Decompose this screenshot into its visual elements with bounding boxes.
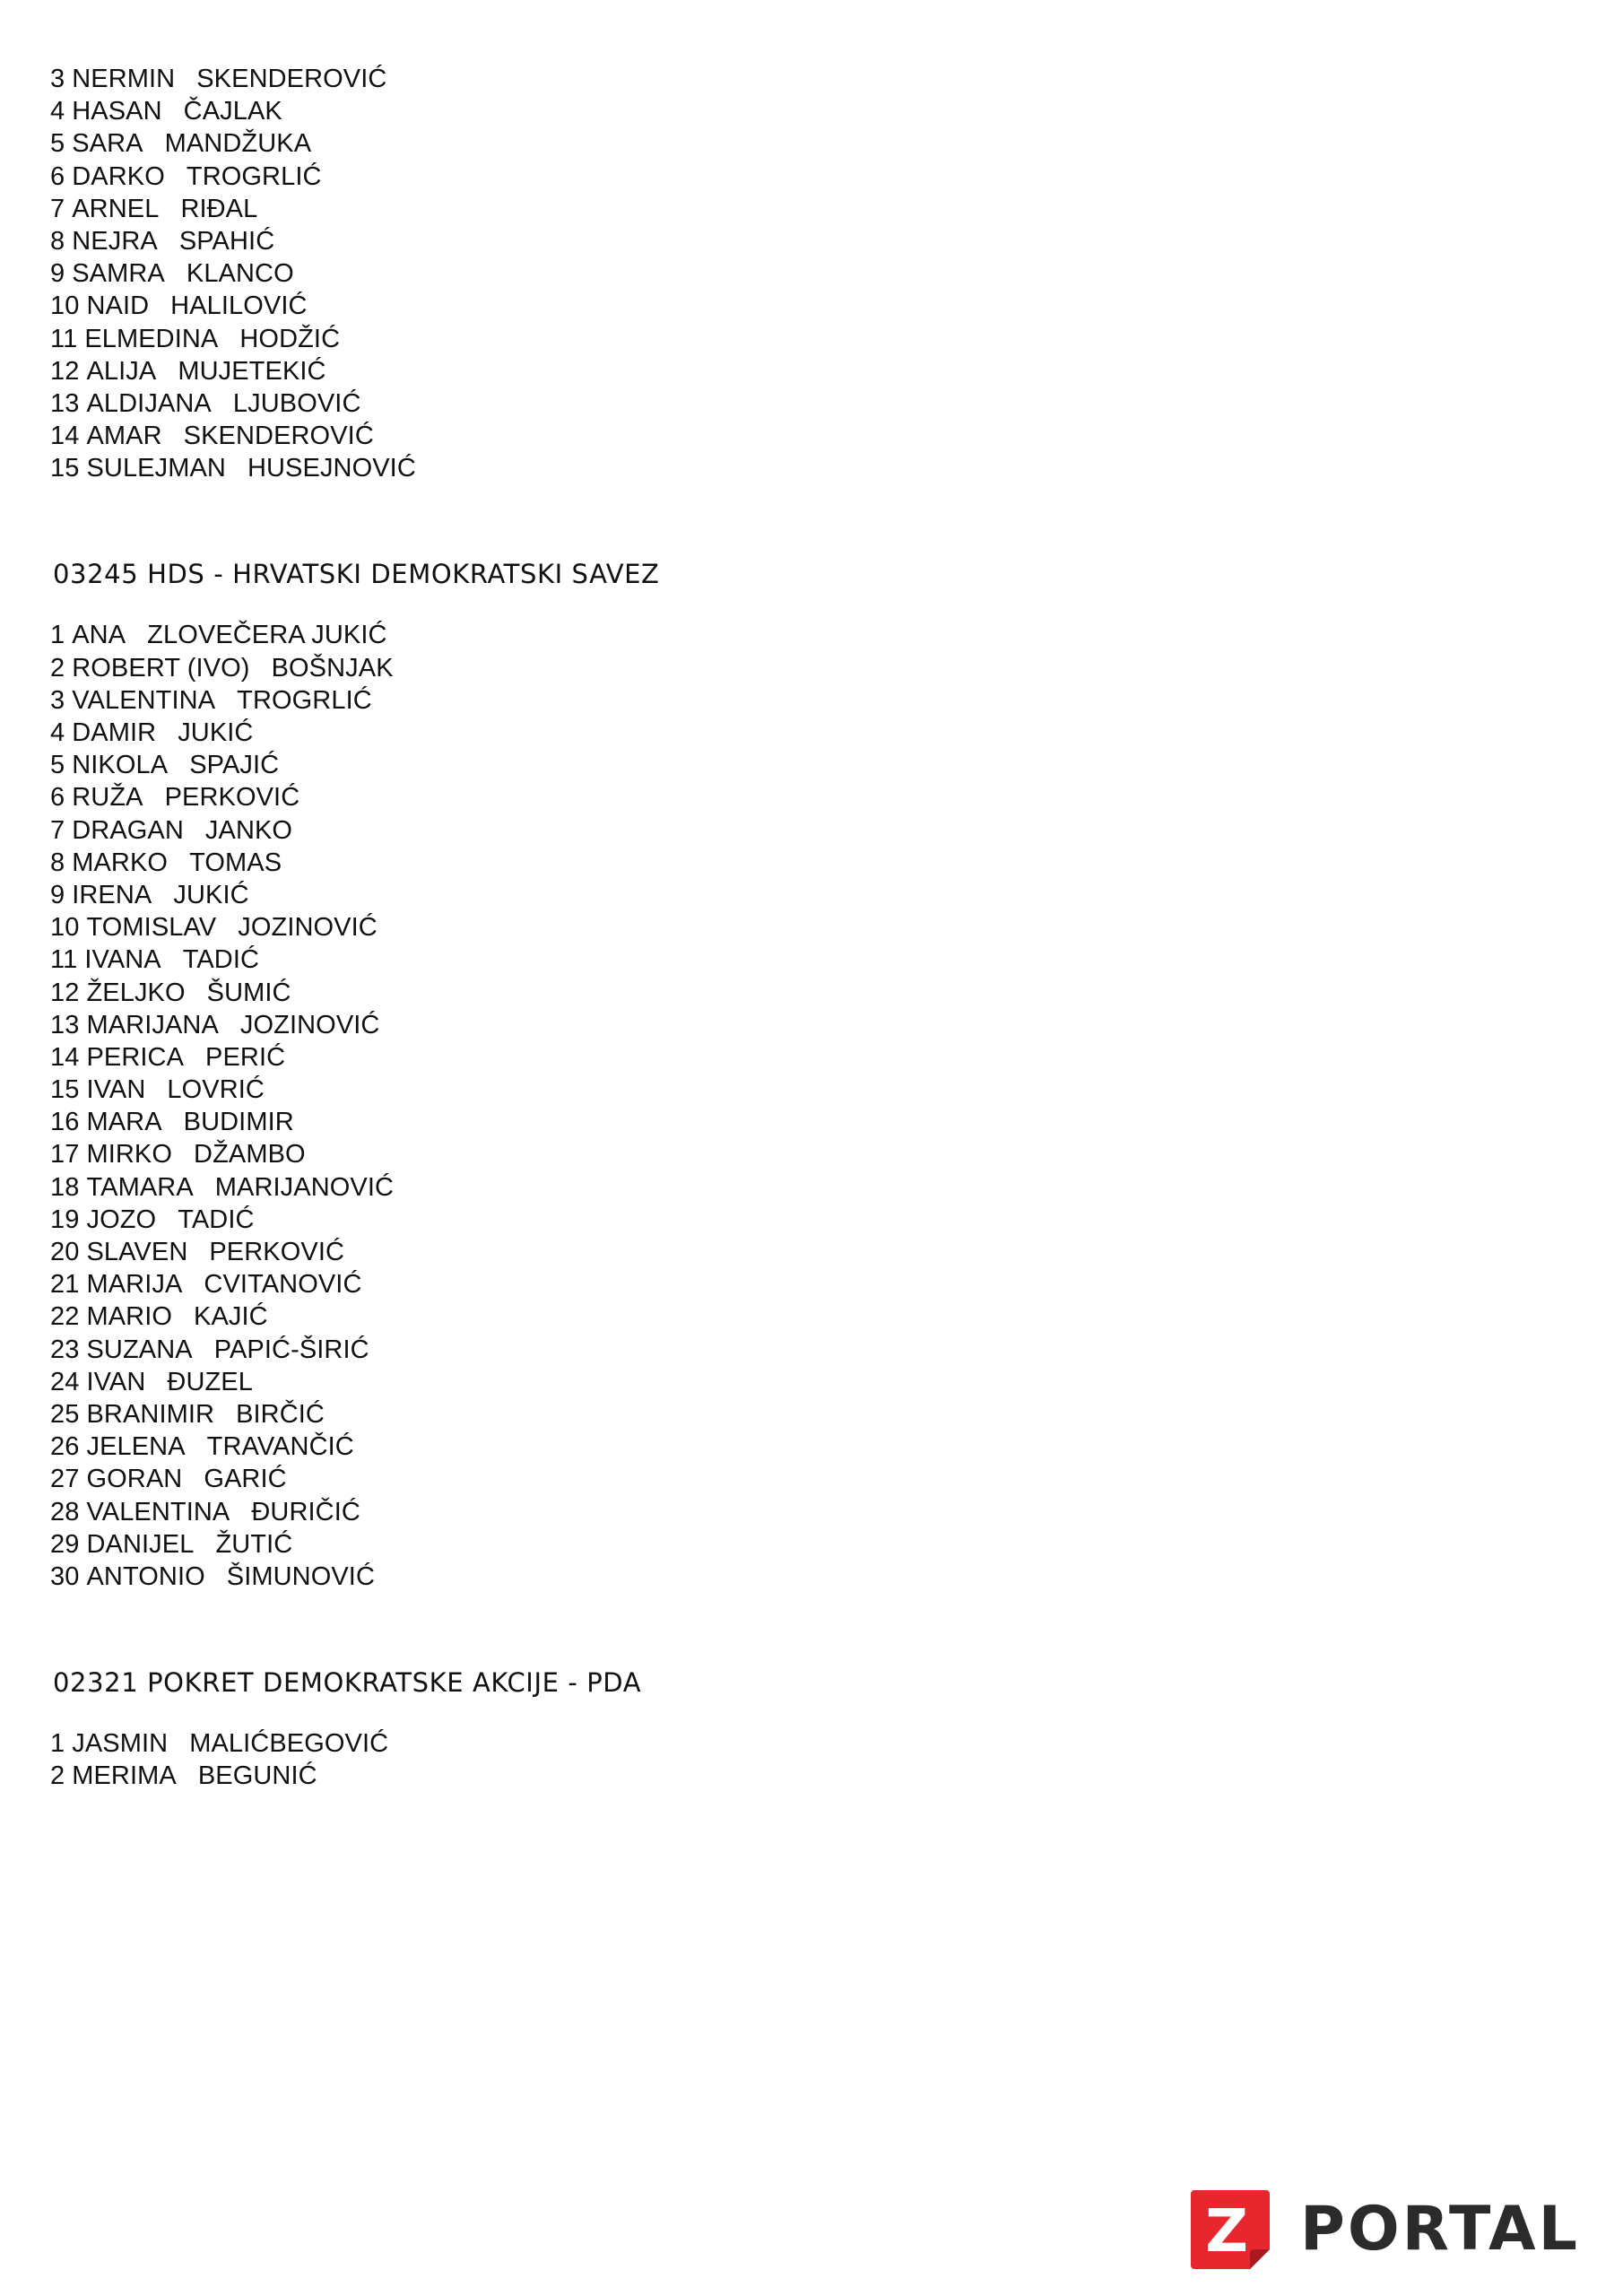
candidate-number: 15 [50, 454, 80, 483]
candidate-row [50, 944, 1575, 976]
candidate-first-name: NIKOLA [72, 751, 169, 780]
candidate-last-name: KLANCO [186, 259, 294, 289]
candidate-first-name: SLAVEN [86, 1238, 188, 1266]
candidate-last-name: ČAJLAK [183, 97, 282, 126]
candidate-last-name: TADIĆ [182, 945, 260, 975]
candidate-row [50, 1463, 1575, 1495]
candidate-row [50, 323, 1575, 355]
candidate-last-name: ŽUTIĆ [215, 1529, 293, 1559]
candidate-last-name: BUDIMIR [183, 1108, 294, 1137]
candidate-number: 14 [50, 422, 80, 451]
candidate-last-name: ŠUMIĆ [206, 978, 291, 1007]
candidate-row [50, 1334, 1575, 1366]
candidate-number: 2 [50, 1761, 65, 1791]
candidate-first-name: MARIJANA [86, 1010, 219, 1039]
candidate-row [50, 127, 1575, 160]
candidate-row [50, 355, 1575, 387]
candidate-first-name: MARA [86, 1108, 162, 1137]
candidate-last-name: ĐURIČIĆ [251, 1497, 360, 1526]
candidate-row [50, 161, 1575, 193]
candidate-last-name: TROGRLIĆ [186, 161, 322, 191]
candidate-row [50, 1300, 1575, 1333]
candidate-row [50, 225, 1575, 257]
candidate-number: 3 [50, 65, 65, 93]
hds-heading: 03245 HDS - HRVATSKI DEMOKRATSKI SAVEZ [53, 559, 660, 590]
candidate-last-name: JOZINOVIĆ [238, 913, 378, 943]
candidate-row [50, 879, 1575, 911]
candidate-last-name: TRAVANČIĆ [206, 1432, 354, 1462]
candidate-row [50, 1171, 1575, 1204]
candidate-last-name: JANKO [204, 815, 293, 845]
candidate-number: 24 [50, 1367, 80, 1396]
candidate-row [50, 1009, 1575, 1041]
candidate-last-name: HALILOVIĆ [170, 291, 308, 321]
candidate-number: 7 [50, 194, 65, 223]
candidate-first-name: AMAR [86, 422, 162, 451]
candidate-last-name: MALIĆBEGOVIĆ [189, 1729, 389, 1759]
candidate-number: 6 [50, 783, 65, 813]
candidate-number: 5 [50, 129, 65, 159]
candidate-first-name: ALIJA [86, 356, 157, 386]
candidate-last-name: MUJETEKIĆ [178, 356, 326, 386]
candidate-last-name: PERIĆ [205, 1042, 286, 1072]
candidate-last-name: MANDŽUKA [164, 129, 312, 159]
candidate-number: 12 [50, 978, 80, 1007]
candidate-last-name: PERKOVIĆ [164, 783, 300, 813]
candidate-row [50, 290, 1575, 322]
candidate-row [50, 1106, 1575, 1138]
candidate-row [50, 684, 1575, 717]
candidate-row [50, 1138, 1575, 1170]
candidate-list-top [50, 63, 1575, 484]
candidate-last-name: DŽAMBO [194, 1140, 306, 1170]
candidate-first-name: DRAGAN [72, 815, 184, 845]
candidate-number: 13 [50, 1010, 80, 1039]
candidate-first-name: TAMARA [86, 1172, 194, 1202]
candidate-number: 12 [50, 356, 80, 386]
candidate-number: 16 [50, 1108, 80, 1137]
candidate-first-name: SAMRA [72, 259, 165, 289]
candidate-number: 11 [50, 324, 78, 353]
candidate-first-name: ŽELJKO [86, 978, 186, 1007]
candidate-first-name: ROBERT (IVO) [72, 653, 250, 683]
candidate-last-name: ZLOVEČERA JUKIĆ [147, 621, 387, 650]
candidate-row [50, 977, 1575, 1009]
candidate-first-name: VALENTINA [86, 1497, 230, 1526]
candidate-number: 4 [50, 718, 65, 747]
candidate-row [50, 781, 1575, 813]
candidate-first-name: IRENA [72, 880, 152, 909]
candidate-last-name: LJUBOVIĆ [232, 388, 361, 418]
candidate-last-name: CVITANOVIĆ [204, 1270, 362, 1300]
candidate-first-name: IVAN [86, 1075, 146, 1105]
section-gap [50, 590, 1575, 619]
candidate-row [50, 911, 1575, 944]
candidate-last-name: ŠIMUNOVIĆ [226, 1561, 376, 1591]
candidate-last-name: ĐUZEL [167, 1367, 253, 1396]
candidate-first-name: MARKO [72, 848, 169, 877]
candidate-last-name: TOMAS [189, 848, 282, 877]
candidate-first-name: PERICA [86, 1042, 185, 1072]
candidate-number: 22 [50, 1302, 80, 1332]
candidate-row [50, 420, 1575, 452]
candidate-number: 3 [50, 685, 65, 715]
candidate-first-name: BRANIMIR [86, 1399, 215, 1429]
candidate-last-name: TADIĆ [178, 1205, 255, 1234]
candidate-row [50, 1041, 1575, 1074]
candidate-number: 17 [50, 1140, 80, 1170]
candidate-row [50, 1204, 1575, 1236]
candidate-first-name: SUZANA [86, 1335, 193, 1364]
pda-heading: 02321 POKRET DEMOKRATSKE AKCIJE - PDA [53, 1667, 642, 1699]
z-portal-logo [1187, 2185, 1581, 2274]
candidate-first-name: IVAN [86, 1367, 146, 1396]
candidate-last-name: BIRČIĆ [236, 1399, 325, 1429]
candidate-number: 29 [50, 1529, 80, 1559]
candidate-row [50, 1431, 1575, 1463]
candidate-last-name: PERKOVIĆ [209, 1238, 345, 1266]
candidate-first-name: ELMEDINA [84, 324, 219, 353]
candidate-first-name: ALDIJANA [86, 388, 212, 418]
candidate-last-name: BEGUNIĆ [197, 1761, 317, 1791]
hds-candidate-list [50, 619, 1575, 1593]
candidate-number: 2 [50, 653, 65, 683]
candidate-number: 9 [50, 259, 65, 289]
candidate-last-name: RIĐAL [180, 194, 258, 223]
candidate-row [50, 1496, 1575, 1528]
section-gap [50, 484, 1575, 558]
candidate-last-name: SKENDEROVIĆ [183, 422, 374, 451]
candidate-number: 25 [50, 1399, 80, 1429]
candidate-number: 1 [50, 621, 65, 650]
candidate-row [50, 1074, 1575, 1106]
candidate-number: 9 [50, 880, 65, 909]
candidate-first-name: ANA [72, 621, 126, 650]
candidate-number: 23 [50, 1335, 80, 1364]
candidate-first-name: VALENTINA [72, 685, 216, 715]
candidate-row [50, 452, 1575, 484]
candidate-first-name: ARNEL [72, 194, 160, 223]
document-page [50, 63, 1575, 1792]
candidate-number: 1 [50, 1729, 65, 1759]
candidate-last-name: MARIJANOVIĆ [214, 1172, 395, 1202]
logo-mark-letter: Z [1205, 2196, 1248, 2266]
candidate-number: 4 [50, 97, 65, 126]
candidate-first-name: NERMIN [72, 65, 176, 93]
candidate-first-name: DAMIR [72, 718, 157, 747]
candidate-number: 10 [50, 913, 80, 943]
candidate-row [50, 1760, 1575, 1792]
section-gap [50, 1593, 1575, 1666]
candidate-last-name: SPAHIĆ [178, 226, 275, 256]
candidate-row [50, 847, 1575, 879]
candidate-row [50, 1727, 1575, 1760]
candidate-last-name: KAJIĆ [194, 1302, 268, 1332]
candidate-first-name: JOZO [86, 1205, 157, 1234]
candidate-number: 10 [50, 291, 80, 321]
section-gap [50, 1699, 1575, 1727]
candidate-row [50, 814, 1575, 847]
candidate-row [50, 1528, 1575, 1561]
candidate-number: 8 [50, 226, 65, 256]
candidate-row [50, 619, 1575, 651]
candidate-first-name: MIRKO [86, 1140, 173, 1170]
candidate-last-name: BOŠNJAK [271, 653, 394, 683]
candidate-row [50, 1398, 1575, 1431]
candidate-last-name: PAPIĆ-ŠIRIĆ [213, 1335, 369, 1364]
candidate-last-name: GARIĆ [204, 1465, 287, 1494]
candidate-first-name: RUŽA [72, 783, 143, 813]
candidate-first-name: JELENA [86, 1432, 186, 1462]
candidate-number: 18 [50, 1172, 80, 1202]
candidate-number: 14 [50, 1042, 80, 1072]
candidate-row [50, 193, 1575, 225]
candidate-row [50, 717, 1575, 749]
candidate-row [50, 1268, 1575, 1300]
candidate-last-name: LOVRIĆ [167, 1075, 265, 1105]
candidate-first-name: NEJRA [72, 226, 158, 256]
candidate-row [50, 749, 1575, 781]
candidate-first-name: ANTONIO [86, 1561, 205, 1591]
candidate-number: 15 [50, 1075, 80, 1105]
candidate-number: 26 [50, 1432, 80, 1462]
pda-candidate-list [50, 1727, 1575, 1792]
candidate-row [50, 1366, 1575, 1398]
candidate-last-name: JOZINOVIĆ [239, 1010, 380, 1039]
candidate-first-name: MARIJA [86, 1270, 183, 1300]
z-logo-icon [1187, 2187, 1273, 2273]
candidate-number: 21 [50, 1270, 80, 1300]
candidate-number: 27 [50, 1465, 80, 1494]
candidate-first-name: SULEJMAN [86, 454, 226, 483]
candidate-row [50, 652, 1575, 684]
candidate-row [50, 95, 1575, 127]
candidate-number: 5 [50, 751, 65, 780]
candidate-first-name: HASAN [72, 97, 162, 126]
candidate-first-name: SARA [72, 129, 143, 159]
candidate-first-name: DANIJEL [86, 1529, 195, 1559]
candidate-number: 11 [50, 945, 78, 975]
candidate-first-name: IVANA [84, 945, 161, 975]
candidate-first-name: MARIO [86, 1302, 173, 1332]
candidate-first-name: MERIMA [72, 1761, 177, 1791]
candidate-number: 28 [50, 1497, 80, 1526]
candidate-first-name: DARKO [72, 161, 165, 191]
candidate-last-name: JUKIĆ [173, 880, 249, 909]
candidate-row [50, 1561, 1575, 1593]
candidate-row [50, 63, 1575, 95]
candidate-number: 7 [50, 815, 65, 845]
candidate-first-name: TOMISLAV [86, 913, 217, 943]
candidate-row [50, 257, 1575, 290]
candidate-last-name: HODŽIĆ [239, 324, 341, 353]
candidate-number: 6 [50, 161, 65, 191]
candidate-last-name: JUKIĆ [178, 718, 254, 747]
candidate-number: 30 [50, 1561, 80, 1591]
candidate-first-name: NAID [86, 291, 150, 321]
candidate-row [50, 387, 1575, 420]
candidate-number: 8 [50, 848, 65, 877]
candidate-number: 13 [50, 388, 80, 418]
candidate-last-name: SKENDEROVIĆ [196, 65, 387, 93]
candidate-first-name: GORAN [86, 1465, 183, 1494]
candidate-last-name: HUSEJNOVIĆ [247, 454, 416, 483]
logo-text: PORTAL [1300, 2194, 1581, 2265]
candidate-number: 19 [50, 1205, 80, 1234]
candidate-number: 20 [50, 1238, 80, 1266]
candidate-row [50, 1236, 1575, 1268]
candidate-last-name: TROGRLIĆ [237, 685, 372, 715]
candidate-first-name: JASMIN [72, 1729, 169, 1759]
candidate-last-name: SPAJIĆ [189, 751, 280, 780]
